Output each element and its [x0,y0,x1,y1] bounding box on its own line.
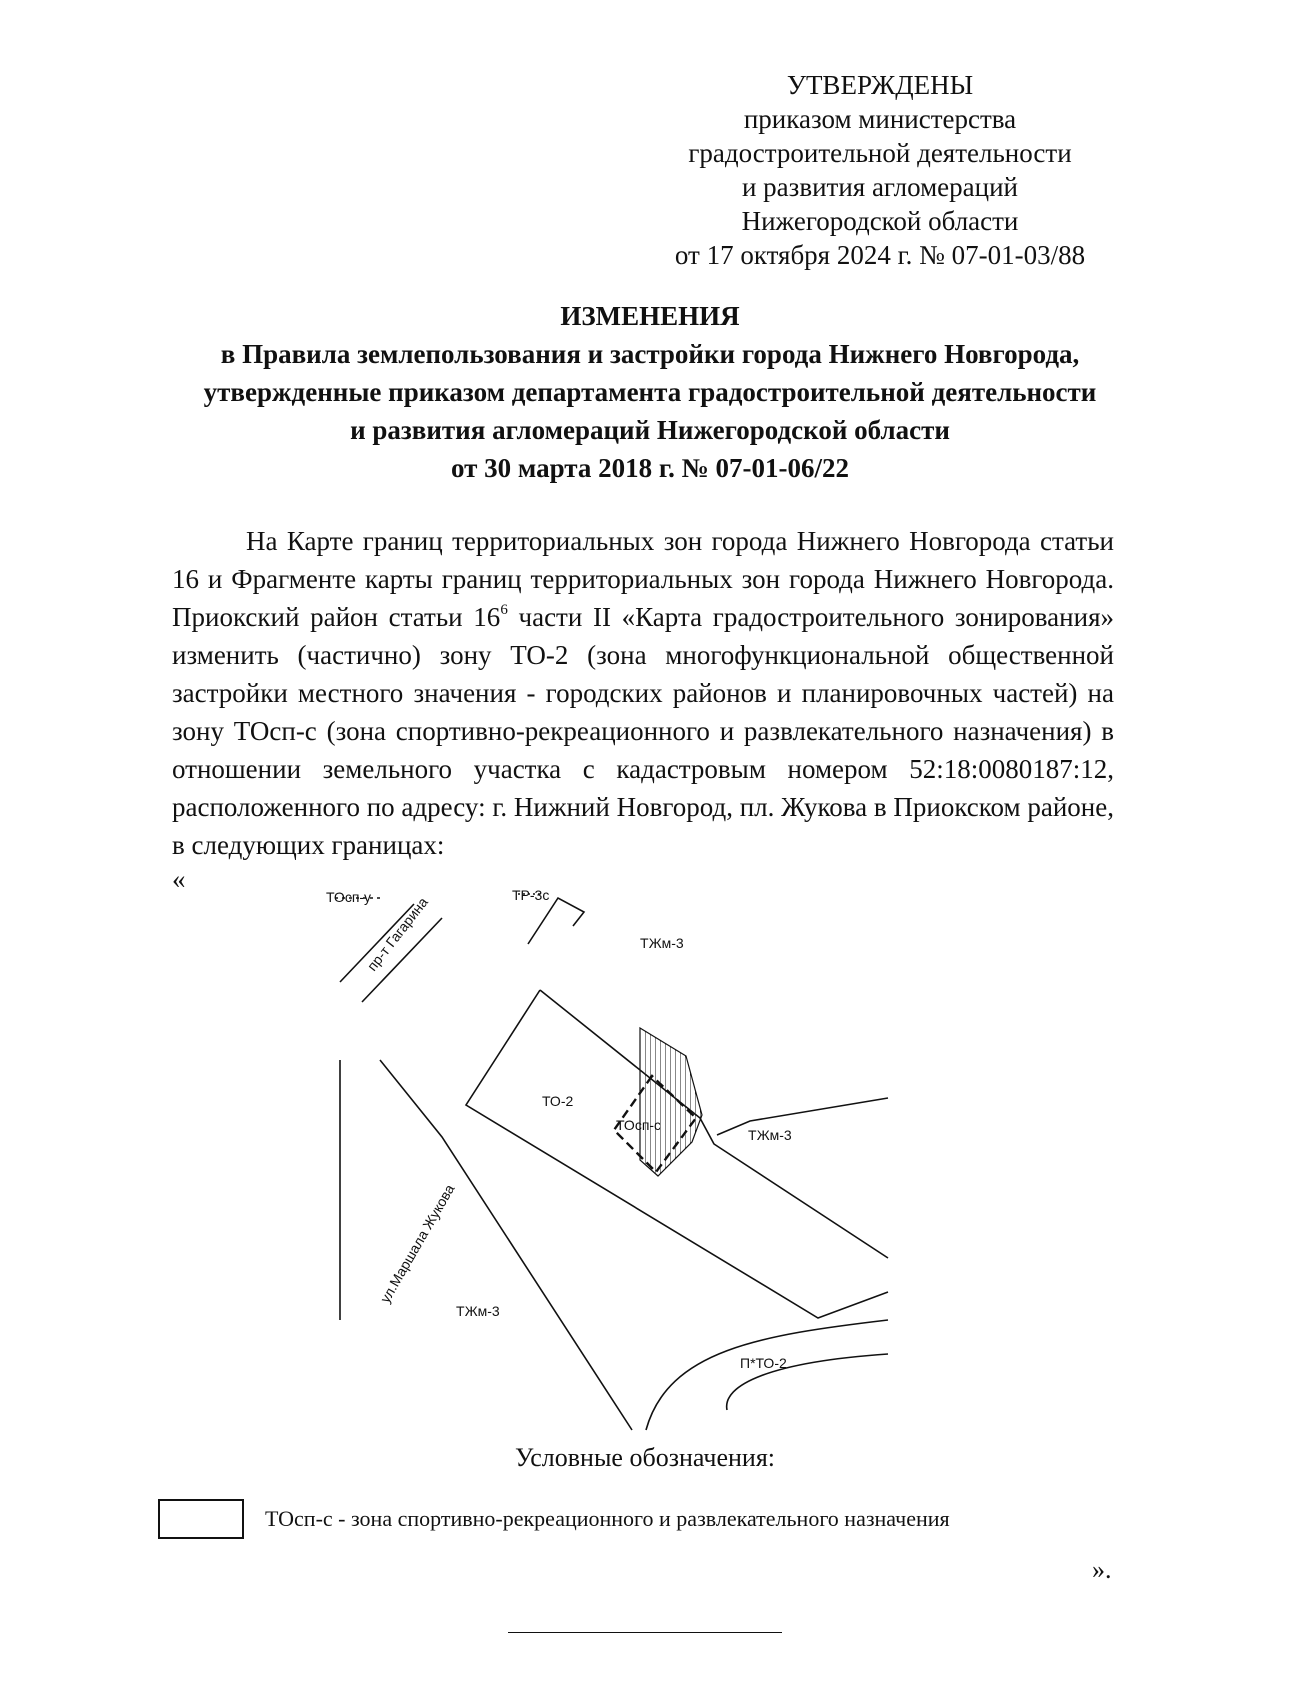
map-label-tzhm3-bottom: ТЖм-3 [456,1303,500,1319]
map-label-tosp-u: ТОсп-у [326,889,372,905]
title-line: в Правила землепользования и застройки города Нижнего Новгорода, [220,339,1080,369]
tr-3s-boundary-line [528,898,584,944]
bottom-divider [508,1632,782,1633]
map-label-to2: ТО-2 [542,1093,574,1109]
close-quote: ». [1092,1555,1112,1584]
body-text-part: На Карте границ территориальных зон города Нижнего Новгорода статьи 16 и Фрагменте карты границ территориальных зон города Нижнего Новгорода. Приокский район статьи 16 [172,526,1114,632]
approval-line: Нижегородской области [741,206,1019,236]
title-heading: ИЗМЕНЕНИЯ [560,301,740,331]
body-text-part: части II «Карта градостроительного зонирования» изменить (частично) зону ТО-2 (зона многофункциональной общественной застройки местного значения - городских районов и планировочных частей) на зону ТОсп-с (зона спортивно-рекреационного и развлекательного назначения) в отношении земельного участка с кадастровым номером 52:18:0080187:12, расположенного по адресу: г. Нижний Новгород, пл. Жукова в Приокском районе, в следующих границах: [172,602,1114,860]
bottom-boundary-curve [646,1320,888,1430]
approval-block [650,68,1110,272]
legend-item-label: ТОсп-с - зона спортивно-рекреационного и развлекательного назначения [265,1506,950,1531]
map-label-tosp-s: ТОсп-с [616,1117,662,1133]
zoning-map [326,880,900,1440]
to2-block-boundary [540,990,888,1258]
map-label-pto2: П*ТО-2 [740,1355,787,1371]
approval-line: приказом министерства [743,104,1017,134]
approval-line: от 17 октября 2024 г. № 07-01-03/88 [674,240,1086,270]
body-paragraph [172,522,1114,864]
document-title [120,297,1180,487]
approval-heading: УТВЕРЖДЕНЫ [786,70,974,100]
tzhm3-boundary-line [717,1098,888,1135]
title-line: от 30 марта 2018 г. № 07-01-06/22 [451,453,849,483]
legend-title: Условные обозначения: [514,1443,776,1472]
article-superscript: 6 [500,602,508,618]
approval-line: и развития агломераций [741,172,1018,202]
hatched-zone [640,1028,702,1176]
legend-swatch [158,1499,244,1539]
approval-line: градостроительной деятельности [688,138,1072,168]
title-line: и развития агломераций Нижегородской области [350,415,950,445]
open-quote: « [172,864,186,894]
map-label-zhukova: ул.Маршала Жукова [376,1181,458,1306]
map-label-tzhm3-top: ТЖм-3 [640,935,684,951]
map-label-tzhm3-right: ТЖм-3 [748,1127,792,1143]
title-line: утвержденные приказом департамента градостроительной деятельности [203,377,1097,407]
map-label-gagarina: пр-т Гагарина [363,894,431,974]
map-label-tr-3s: ТР-3с [512,887,550,903]
